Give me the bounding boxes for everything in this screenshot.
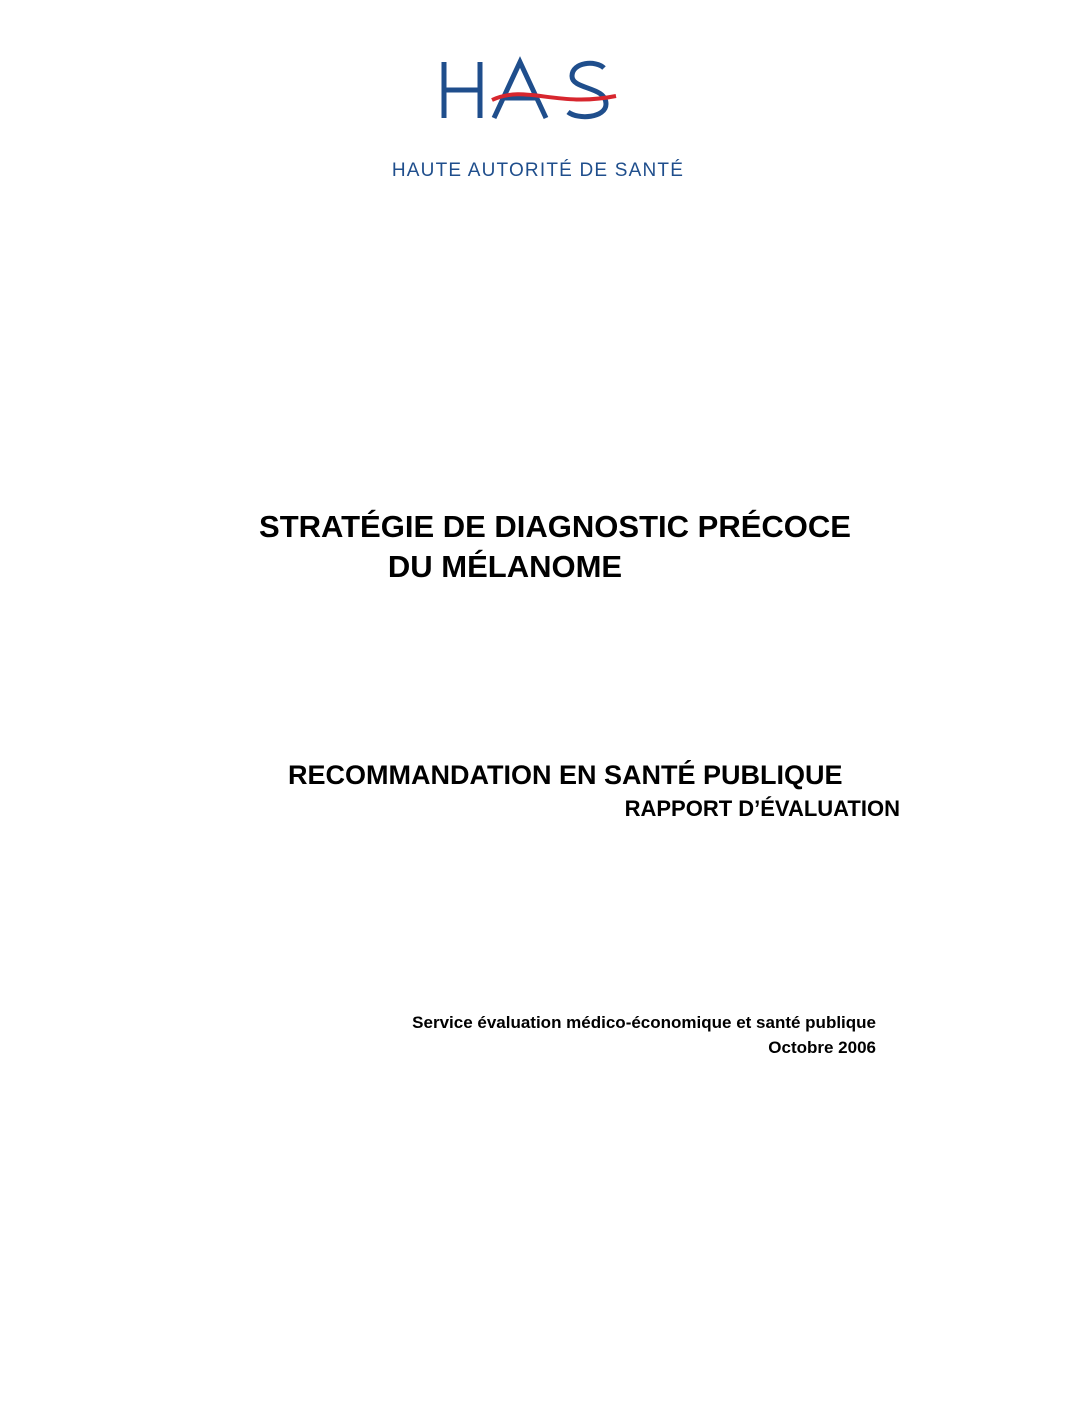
has-logo-mark-icon — [436, 56, 636, 146]
service-name: Service évaluation médico-économique et santé publique — [412, 1013, 876, 1032]
document-title-line-2: DU MÉLANOME — [387, 549, 623, 584]
report-type: RAPPORT D’ÉVALUATION — [624, 796, 900, 821]
logo-subtitle: HAUTE AUTORITÉ DE SANTÉ — [391, 160, 685, 181]
has-logo — [368, 56, 708, 186]
document-type: RECOMMANDATION EN SANTÉ PUBLIQUE — [288, 760, 843, 790]
publication-date: Octobre 2006 — [768, 1038, 876, 1057]
document-title-line-1: STRATÉGIE DE DIAGNOSTIC PRÉCOCE — [259, 509, 851, 544]
